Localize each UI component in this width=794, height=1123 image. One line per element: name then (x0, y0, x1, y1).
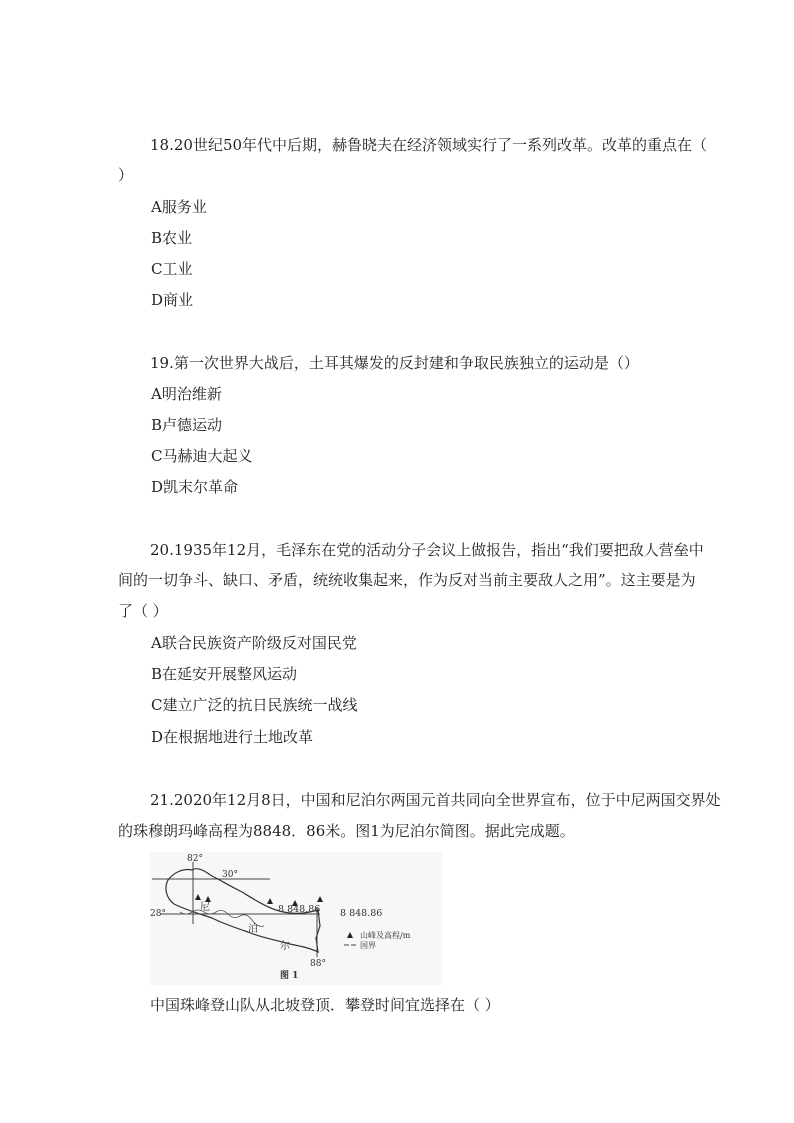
map-char-er: 尔 (280, 941, 290, 952)
nepal-map-svg (150, 852, 442, 985)
question-18-option-c: C工业 (151, 260, 193, 278)
map-background (150, 852, 442, 985)
peak-elevation-map-label: 8 848.86 (278, 904, 321, 915)
question-18-stem-line-2: ） (118, 166, 134, 184)
question-20-stem-line-2: 间的一切争斗、缺口、矛盾，统统收集起来，作为反对当前主要敌人之用”。这主要是为 (118, 571, 696, 589)
latitude-28-label: 28° (150, 909, 166, 919)
question-21-stem-line-1: 21.2020年12月8日，中国和尼泊尔两国元首共同向全世界宣布，位于中尼两国交界处 (150, 791, 721, 809)
longitude-88-label: 88° (310, 959, 326, 969)
question-19-option-c: C马赫迪大起义 (151, 447, 253, 465)
question-20-option-c: C建立广泛的抗日民族统一战线 (151, 696, 358, 714)
peak-elevation-legend-label: 8 848.86 (340, 908, 383, 919)
legend-peak-label: 山峰及高程/m (360, 931, 411, 940)
question-19-option-b: B卢德运动 (151, 416, 223, 434)
question-20-stem-line-3: 了（ ） (118, 602, 168, 620)
question-19-option-a: A明治维新 (151, 385, 222, 403)
question-20-option-a: A联合民族资产阶级反对国民党 (151, 634, 357, 652)
legend-border-label: 国界 (360, 941, 376, 950)
question-19-stem: 19.第一次世界大战后，土耳其爆发的反封建和争取民族独立的运动是（） (150, 354, 639, 372)
question-20-option-b: B在延安开展整风运动 (151, 665, 298, 683)
question-21-followup: 中国珠峰登山队从北坡登顶．攀登时间宜选择在（ ） (150, 996, 500, 1014)
question-20-stem-line-1: 20.1935年12月，毛泽东在党的活动分子会议上做报告，指出“我们要把敌人营垒中 (150, 541, 704, 559)
question-18-option-d: D商业 (151, 291, 194, 309)
question-20-option-d: D在根据地进行土地改革 (151, 728, 314, 746)
map-char-bo: 泊 (248, 924, 258, 935)
question-18-option-b: B农业 (151, 229, 193, 247)
nepal-map-figure (150, 852, 442, 985)
question-21-stem-line-2: 的珠穆朗玛峰高程为8848．86米。图1为尼泊尔简图。据此完成题。 (118, 822, 575, 840)
latitude-30-label: 30° (222, 870, 238, 880)
question-18-option-a: A服务业 (151, 198, 207, 216)
longitude-82-label: 82° (187, 854, 203, 864)
question-19-option-d: D凯末尔革命 (151, 478, 239, 496)
map-char-ni: 尼 (200, 902, 210, 913)
question-18-stem-line-1: 18.20世纪50年代中后期，赫鲁晓夫在经济领域实行了一系列改革。改革的重点在（ (150, 136, 708, 154)
figure-caption: 图 1 (280, 971, 299, 981)
